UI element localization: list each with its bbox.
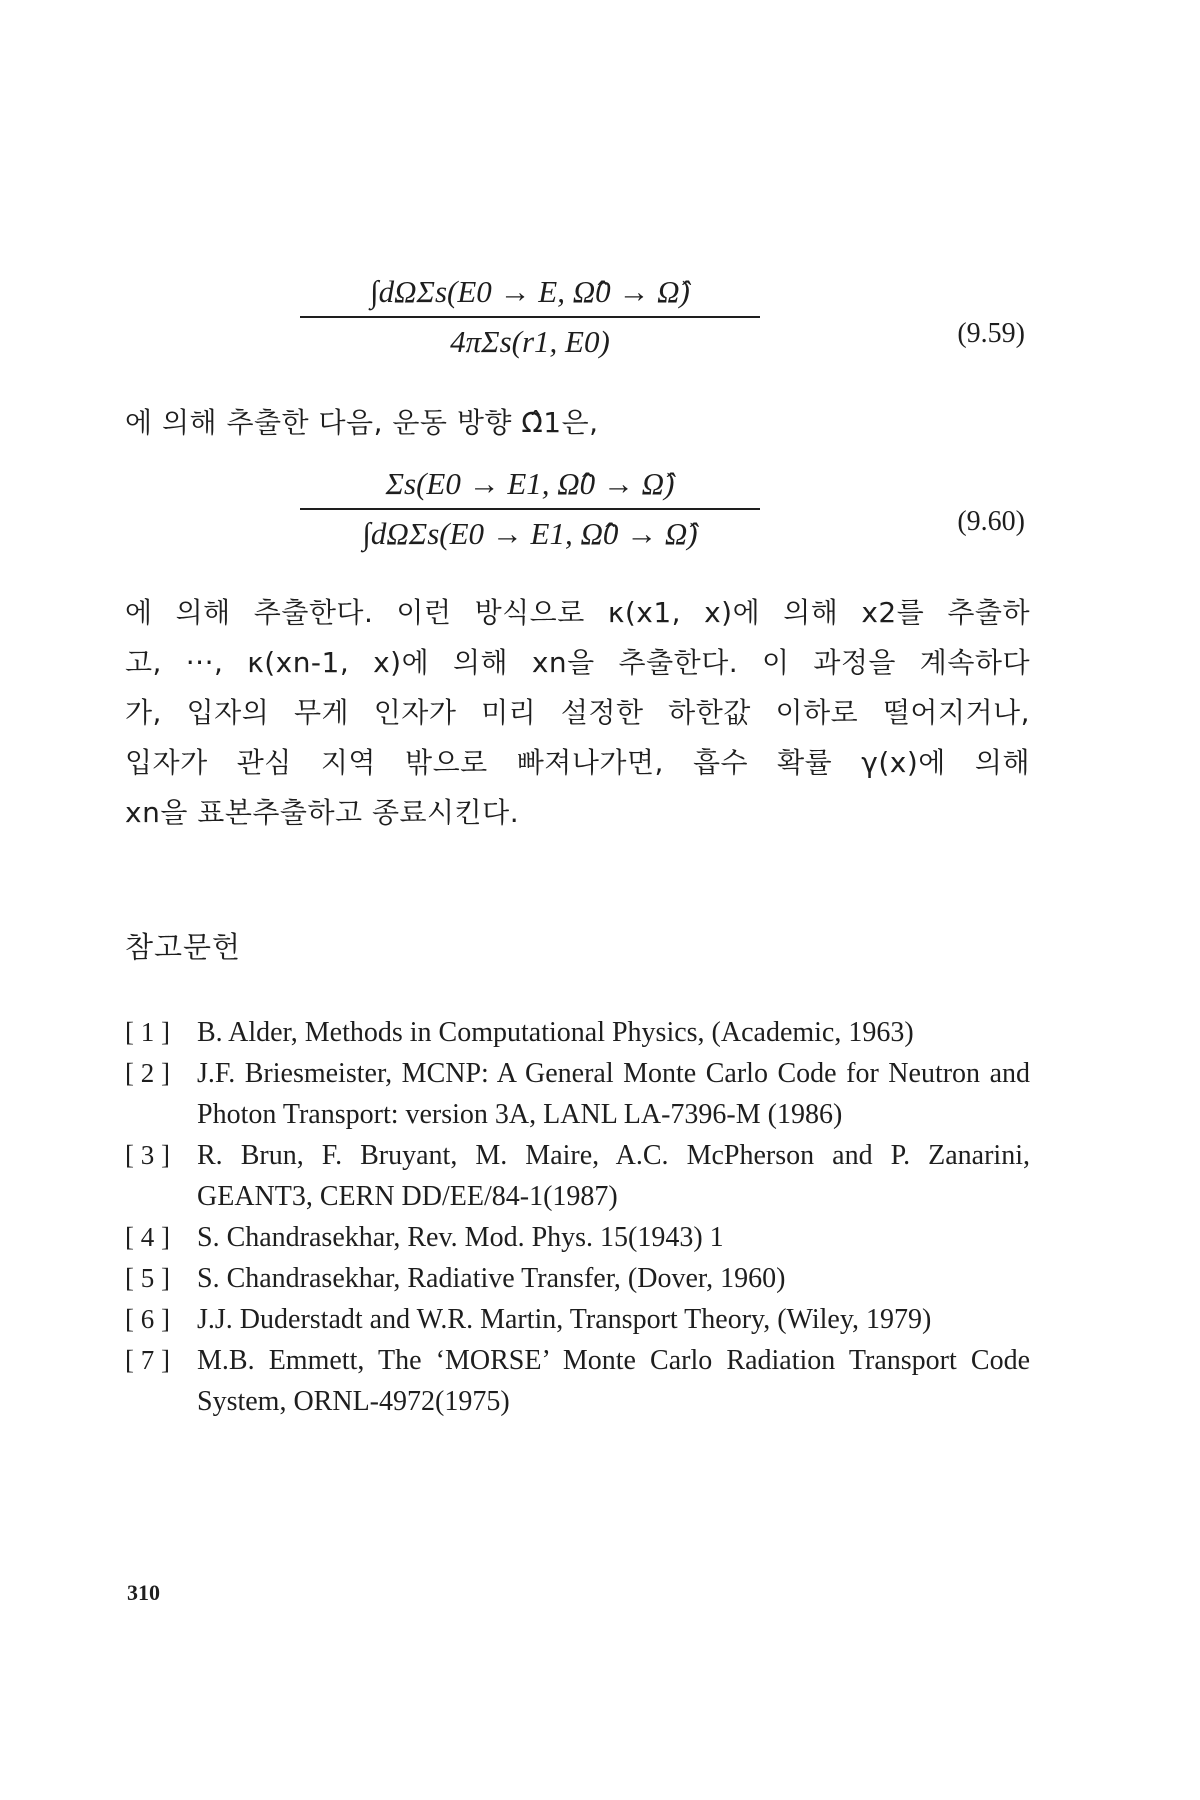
text-line: xn을 표본추출하고 종료시킨다. xyxy=(125,796,520,829)
page-number: 310 xyxy=(127,1580,160,1605)
reference-text: S. Chandrasekhar, Radiative Transfer, (Dover, 1960) xyxy=(197,1263,786,1294)
reference-item xyxy=(125,1299,1030,1340)
reference-item xyxy=(125,1012,1030,1053)
reference-item xyxy=(125,1217,1030,1258)
equation-number: (9.59) xyxy=(957,318,1025,349)
reference-number: [ 1 ] xyxy=(125,1017,170,1047)
references-heading: 참고문헌 xyxy=(125,930,242,964)
reference-number: [ 3 ] xyxy=(125,1140,170,1170)
equation-number: (9.60) xyxy=(957,506,1025,537)
reference-text: J.F. Briesmeister, MCNP: A General Monte Carlo Code for Neutron and Photon Transport: version 3A, LANL LA-7396-M (1986) xyxy=(197,1058,1030,1130)
text-line: 에 의해 추출한다. 이런 방식으로 κ(x1, x)에 의해 x2를 추출하 xyxy=(125,596,1030,629)
reference-item xyxy=(125,1258,1030,1299)
equation-numerator: ∫dΩΣs(E0 → E, Ω̂0 → Ω̂) xyxy=(370,274,690,309)
reference-number: [ 6 ] xyxy=(125,1304,170,1334)
reference-number: [ 7 ] xyxy=(125,1345,170,1375)
reference-number: [ 4 ] xyxy=(125,1222,170,1252)
reference-item xyxy=(125,1053,1030,1135)
text-line: 고, ···, κ(xn-1, x)에 의해 xn을 추출한다. 이 과정을 계속하다 xyxy=(125,646,1030,679)
equation-numerator: Σs(E0 → E1, Ω̂0 → Ω̂) xyxy=(385,466,675,501)
equation-denominator: 4πΣs(r1, E0) xyxy=(450,324,610,359)
reference-number: [ 5 ] xyxy=(125,1263,170,1293)
reference-text: M.B. Emmett, The ‘MORSE’ Monte Carlo Radiation Transport Code System, ORNL-4972(1975) xyxy=(197,1345,1030,1417)
reference-item xyxy=(125,1135,1030,1217)
equation-denominator: ∫dΩΣs(E0 → E1, Ω̂0 → Ω̂) xyxy=(362,516,698,551)
text-line: 가, 입자의 무게 인자가 미리 설정한 하한값 이하로 떨어지거나, xyxy=(125,696,1030,729)
fraction-bar xyxy=(300,316,760,318)
reference-number: [ 2 ] xyxy=(125,1058,170,1088)
reference-text: B. Alder, Methods in Computational Physics, (Academic, 1963) xyxy=(197,1017,914,1048)
reference-text: R. Brun, F. Bruyant, M. Maire, A.C. McPherson and P. Zanarini, GEANT3, CERN DD/EE/84-1(1987) xyxy=(197,1140,1030,1212)
equation-9-59 xyxy=(300,270,760,364)
equation-9-60 xyxy=(300,462,760,556)
reference-item xyxy=(125,1340,1030,1422)
reference-text: J.J. Duderstadt and W.R. Martin, Transport Theory, (Wiley, 1979) xyxy=(197,1304,932,1335)
text-line: 에 의해 추출한 다음, 운동 방향 Ω̂1은, xyxy=(125,406,599,439)
reference-text: S. Chandrasekhar, Rev. Mod. Phys. 15(1943) 1 xyxy=(197,1222,724,1253)
reference-list xyxy=(125,1012,1030,1422)
fraction-bar xyxy=(300,508,760,510)
text-line: 입자가 관심 지역 밖으로 빠져나가면, 흡수 확률 γ(x)에 의해 xyxy=(125,746,1030,779)
